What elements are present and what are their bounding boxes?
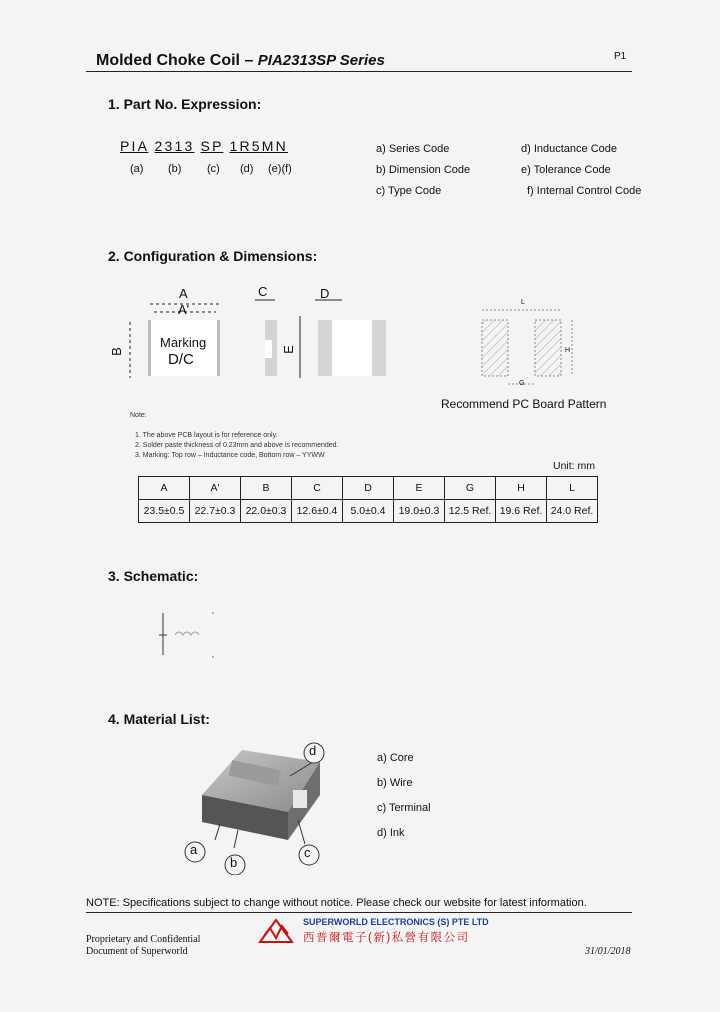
schematic-dot-bottom	[212, 656, 214, 658]
part-group-f: N	[275, 138, 288, 154]
code-d: d) Inductance Code	[521, 143, 618, 155]
th-c: C	[292, 477, 343, 500]
document-date: 31/01/2018	[585, 946, 631, 957]
top-view-left-terminal	[148, 320, 151, 376]
material-ink: d) Ink	[377, 827, 405, 839]
material-core: a) Core	[377, 752, 414, 764]
td-g: 12.5 Ref.	[445, 500, 496, 523]
th-l: L	[547, 477, 598, 500]
side-view-c-notch	[265, 340, 272, 358]
part-group-a: PIA	[120, 138, 149, 154]
company-name-cn: 西普爾電子(新)私營有限公司	[303, 932, 470, 944]
title-main: Molded Choke Coil	[96, 52, 240, 69]
th-a: A	[139, 477, 190, 500]
th-h: H	[496, 477, 547, 500]
company-name-en: SUPERWORLD ELECTRONICS (S) PTE LTD	[303, 917, 489, 927]
pcb-right-pad	[535, 320, 561, 376]
footer-rule	[86, 912, 632, 913]
note-2: 2. Solder paste thickness of 0.23mm and above is recommended.	[135, 442, 339, 449]
table-header-row	[139, 477, 598, 500]
pcb-left-pad	[482, 320, 508, 376]
label-c: C	[258, 284, 268, 299]
note-1: 1. The above PCB layout is for reference only.	[135, 432, 278, 439]
td-l: 24.0 Ref.	[547, 500, 598, 523]
dc-label: D/C	[168, 351, 194, 368]
header-rule	[86, 71, 632, 72]
schematic-drawing	[155, 605, 225, 665]
part-label-c: (c)	[207, 163, 220, 175]
label-a: A	[179, 286, 188, 301]
coil-symbol	[175, 632, 199, 635]
td-c: 12.6±0.4	[292, 500, 343, 523]
section2-heading: 2. Configuration & Dimensions:	[108, 248, 318, 264]
document-of-text: Document of Superworld	[86, 946, 188, 957]
th-a-prime: A'	[190, 477, 241, 500]
part-group-b: 2313	[154, 138, 195, 154]
note-title: Note:	[130, 412, 147, 419]
callout-c-line	[298, 820, 305, 844]
part-group-c: SP	[200, 138, 224, 154]
code-b: b) Dimension Code	[376, 164, 471, 176]
component-illustration	[180, 740, 340, 875]
marking-label: Marking	[160, 335, 207, 350]
dimension-table	[138, 476, 598, 523]
part-group-d: 1R5	[229, 138, 262, 154]
code-e: e) Tolerance Code	[521, 164, 611, 176]
side-view-d-left-terminal	[318, 320, 332, 376]
pcb-caption: Recommend PC Board Pattern	[441, 397, 607, 411]
callout-d-label: d	[309, 743, 317, 758]
td-b: 22.0±0.3	[241, 500, 292, 523]
th-b: B	[241, 477, 292, 500]
part-label-ef: (e)(f)	[268, 163, 292, 175]
td-d: 5.0±0.4	[343, 500, 394, 523]
company-logo-icon	[258, 918, 294, 944]
section1-heading: 1. Part No. Expression:	[108, 96, 262, 112]
callout-a-line	[215, 824, 220, 840]
callout-c-label: c	[304, 845, 311, 860]
code-f: f) Internal Control Code	[527, 185, 642, 197]
side-view-d-right-terminal	[372, 320, 386, 376]
schematic-dot-top	[212, 612, 214, 614]
callout-b-line	[234, 830, 238, 848]
page-title	[96, 52, 385, 70]
pcb-g-label: G	[519, 380, 525, 387]
note-3: 3. Marking: Top row – Inductance code, Bottom row – YYWW	[135, 452, 325, 459]
label-a-prime: A'	[178, 302, 190, 317]
proprietary-text: Proprietary and Confidential	[86, 934, 201, 945]
td-a: 23.5±0.5	[139, 500, 190, 523]
part-label-b: (b)	[168, 163, 182, 175]
callout-b-label: b	[230, 855, 238, 870]
material-terminal: c) Terminal	[377, 802, 431, 814]
th-e: E	[394, 477, 445, 500]
part-group-e: M	[261, 138, 276, 154]
unit-label: Unit: mm	[553, 460, 595, 472]
section4-heading: 4. Material List:	[108, 711, 210, 727]
title-series: PIA2313SP Series	[257, 52, 385, 69]
part-label-a: (a)	[130, 163, 144, 175]
th-g: G	[445, 477, 496, 500]
section3-heading: 3. Schematic:	[108, 568, 199, 584]
label-d: D	[320, 286, 330, 301]
part-number	[120, 138, 288, 154]
terminal	[293, 790, 307, 808]
code-a: a) Series Code	[376, 143, 450, 155]
title-dash: –	[240, 52, 258, 69]
label-b: B	[108, 347, 124, 356]
td-e: 19.0±0.3	[394, 500, 445, 523]
callout-a-label: a	[190, 842, 198, 857]
table-value-row	[139, 500, 598, 523]
pcb-h-label: H	[565, 347, 571, 354]
td-h: 19.6 Ref.	[496, 500, 547, 523]
material-wire: b) Wire	[377, 777, 413, 789]
td-a-prime: 22.7±0.3	[190, 500, 241, 523]
pcb-l-label: L	[521, 299, 525, 306]
code-c: c) Type Code	[376, 185, 442, 197]
page-number: P1	[614, 51, 627, 62]
th-d: D	[343, 477, 394, 500]
top-view-right-terminal	[217, 320, 220, 376]
part-label-d: (d)	[240, 163, 254, 175]
footer-note: NOTE: Specifications subject to change without notice. Please check our website for latest information.	[86, 897, 587, 909]
label-e: E	[280, 345, 296, 354]
